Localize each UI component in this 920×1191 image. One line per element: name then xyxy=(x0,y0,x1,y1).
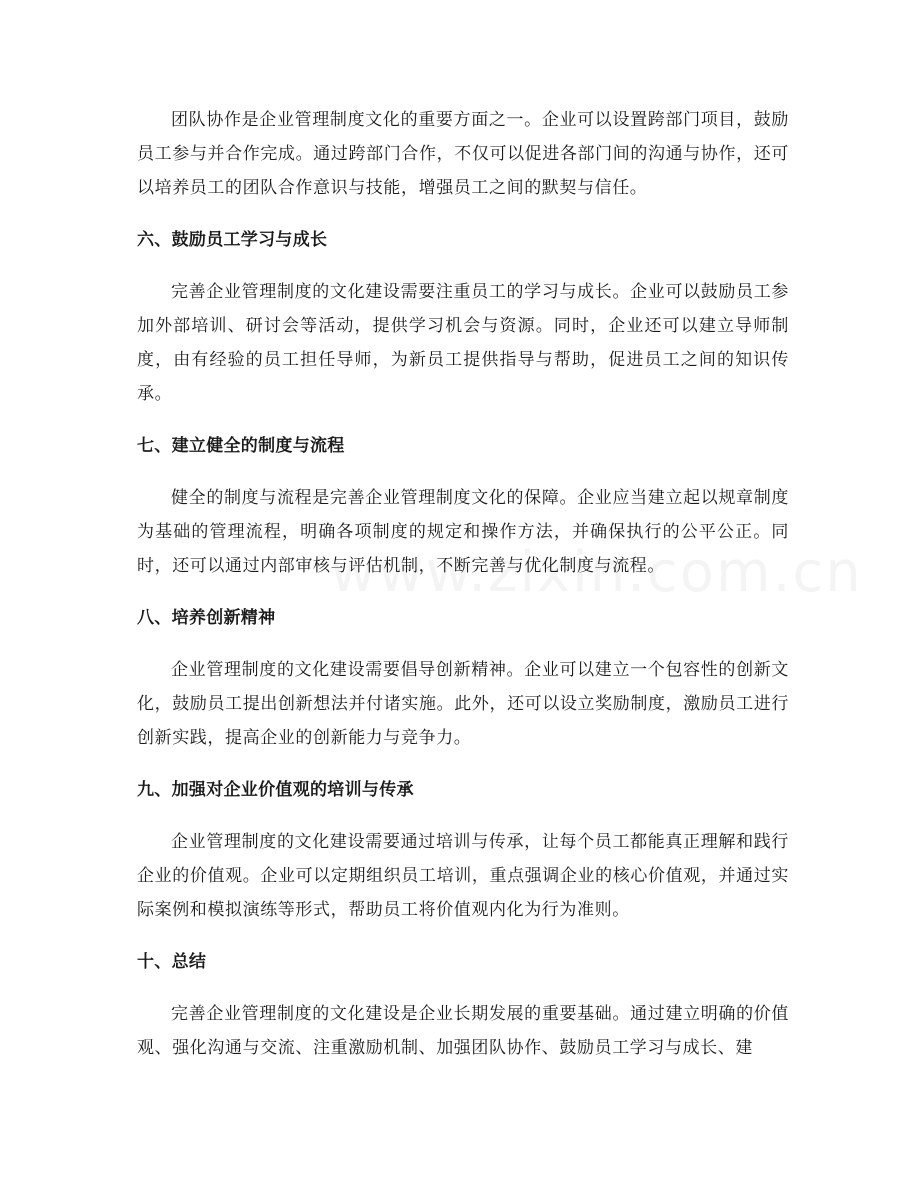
heading-section-8: 八、培养创新精神 xyxy=(137,608,276,628)
paragraph-section-10: 完善企业管理制度的文化建设是企业长期发展的重要基础。通过建立明确的价值观、强化沟通与交流、注重激励机制、加强团队协作、鼓励员工学习与成长、建 xyxy=(137,1004,789,1058)
paragraph-section-6: 完善企业管理制度的文化建设需要注重员工的学习与成长。企业可以鼓励员工参加外部培训、研讨会等活动，提供学习机会与资源。同时，企业还可以建立导师制度，由有经验的员工担任导师，为新员工提供指导与帮助，促进员工之间的知识传承。 xyxy=(137,282,789,404)
document-body xyxy=(137,103,789,1065)
heading-section-9: 九、加强对企业价值观的培训与传承 xyxy=(137,780,414,800)
paragraph-section-8: 企业管理制度的文化建设需要倡导创新精神。企业可以建立一个包容性的创新文化，鼓励员工提出创新想法并付诸实施。此外，还可以设立奖励制度，激励员工进行创新实践，提高企业的创新能力与竞争力。 xyxy=(137,660,789,748)
heading-section-7: 七、建立健全的制度与流程 xyxy=(137,436,345,456)
paragraph-section-9: 企业管理制度的文化建设需要通过培训与传承，让每个员工都能真正理解和践行企业的价值观。企业可以定期组织员工培训，重点强调企业的核心价值观，并通过实际案例和模拟演练等形式，帮助员工将价值观内化为行为准则。 xyxy=(137,832,789,920)
paragraph-section-7: 健全的制度与流程是完善企业管理制度文化的保障。企业应当建立起以规章制度为基础的管理流程，明确各项制度的规定和操作方法，并确保执行的公平公正。同时，还可以通过内部审核与评估机制，不断完善与优化制度与流程。 xyxy=(137,488,789,576)
heading-section-6: 六、鼓励员工学习与成长 xyxy=(137,230,328,250)
paragraph-team-collaboration: 团队协作是企业管理制度文化的重要方面之一。企业可以设置跨部门项目，鼓励员工参与并合作完成。通过跨部门合作，不仅可以促进各部门间的沟通与协作，还可以培养员工的团队合作意识与技能，增强员工之间的默契与信任。 xyxy=(137,110,789,198)
heading-section-10: 十、总结 xyxy=(137,952,207,972)
